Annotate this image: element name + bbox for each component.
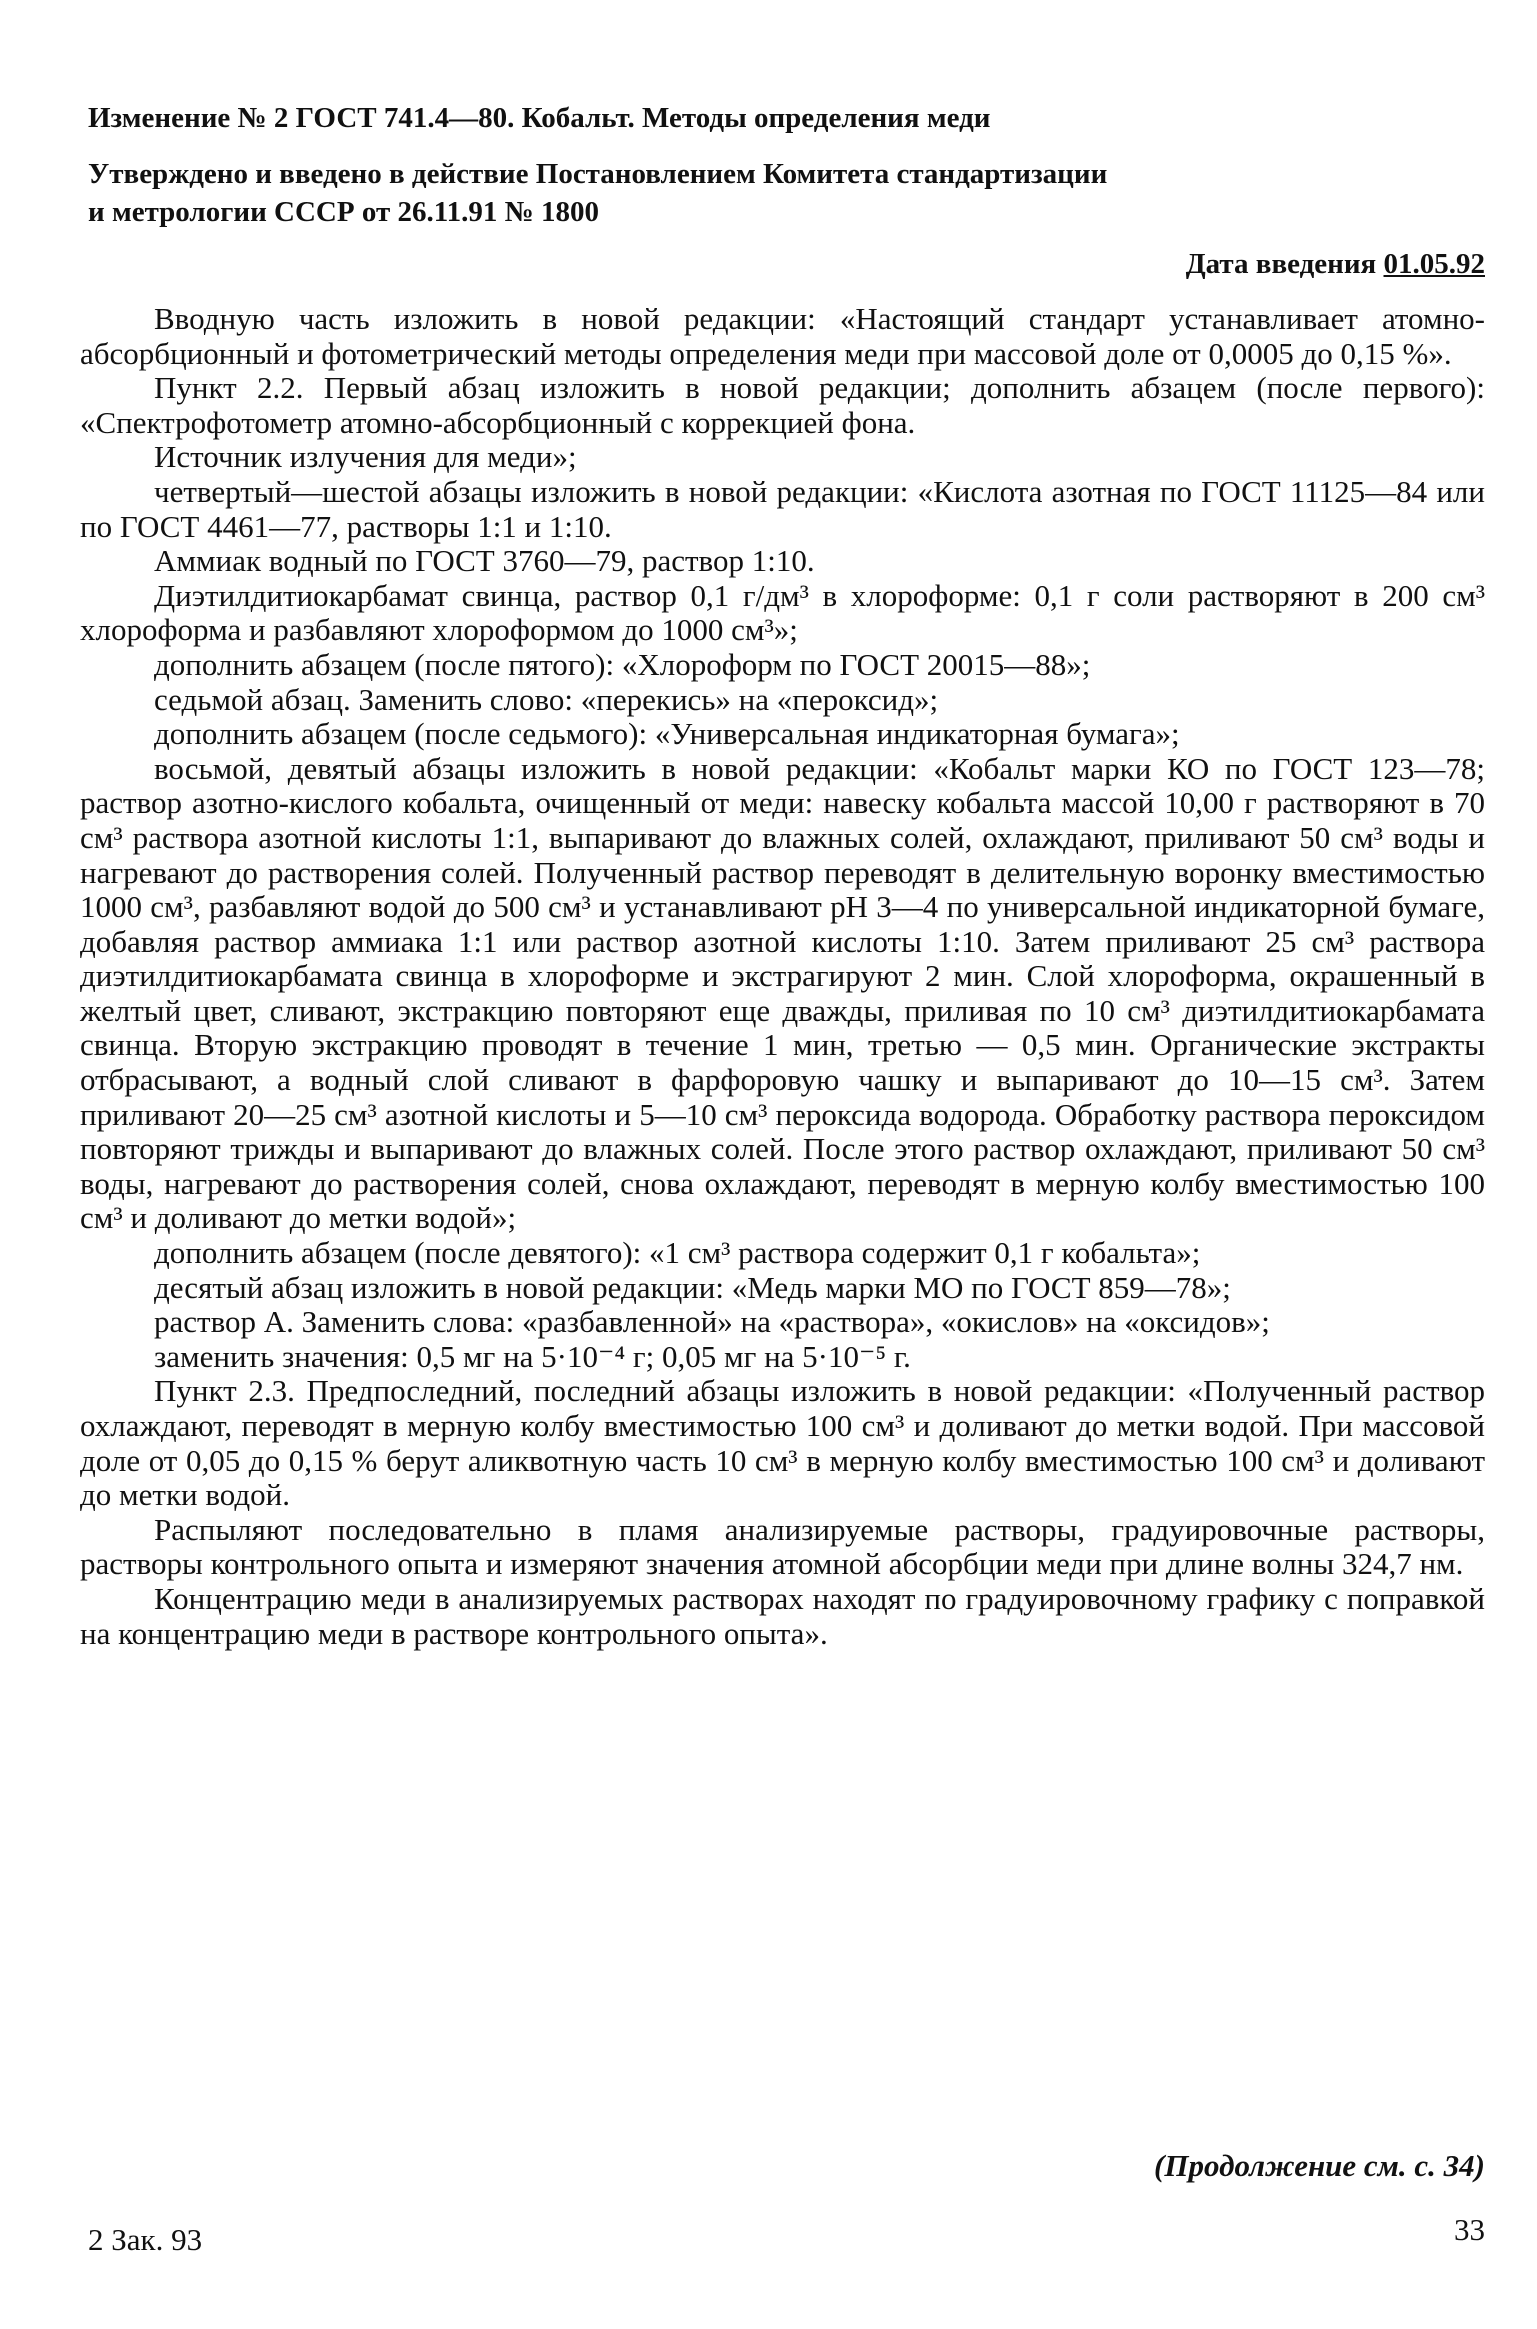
paragraph: дополнить абзацем (после пятого): «Хлороформ по ГОСТ 20015—88»;	[154, 646, 1091, 682]
continuation-note: (Продолжение см. с. 34)	[1154, 2148, 1485, 2183]
approval-line-1: Утверждено и введено в действие Постановлением Комитета стандартизации	[88, 158, 1108, 190]
approval-line-2: и метрологии СССР от 26.11.91 № 1800	[88, 196, 599, 228]
paragraph: Пункт 2.2. Первый абзац изложить в новой редакции; дополнить абзацем (после первого): «Спектрофотометр атомно-абсорбционный с коррекцией фона.	[80, 370, 1485, 440]
page-number: 33	[1454, 2212, 1485, 2247]
paragraph: четвертый—шестой абзацы изложить в новой редакции: «Кислота азотная по ГОСТ 11125—84 или по ГОСТ 4461—77, растворы 1:1 и 1:10.	[80, 473, 1485, 544]
paragraph: восьмой, девятый абзацы изложить в новой редакции: «Кобальт марки КО по ГОСТ 123—78; раствор азотно-кислого кобальта, очищенный от меди: навеску кобальта массой 10,00 г растворяют в 70 см³ раствора азотной кислоты 1:1, выпаривают до влажных солей, охлаждают, приливают 50 см³ воды и нагревают до растворения солей. Полученный раствор переводят в делительную воронку вместимостью 1000 см³, разбавляют водой до 500 см³ и устанавливают рН 3—4 по универсальной индикаторной бумаге, добавляя раствор аммиака 1:1 или раствор азотной кислоты 1:10. Затем приливают 25 см³ раствора диэтилдитиокарбамата свинца в хлороформе и экстрагируют 2 мин. Слой хлороформа, окрашенный в желтый цвет, сливают, экстракцию повторяют еще дважды, приливая по 10 см³ диэтилдитиокарбамата свинца. Вторую экстракцию проводят в течение 1 мин, третью — 0,5 мин. Органические экстракты отбрасывают, а водный слой сливают в фарфоровую чашку и выпаривают до 10—15 см³. Затем приливают 20—25 см³ азотной кислоты и 5—10 см³ пероксида водорода. Обработку раствора пероксидом повторяют трижды и выпаривают до влажных солей. После этого раствор охлаждают, приливают 50 см³ воды, нагревают до растворения солей, снова охлаждают, переводят в мерную колбу вместимостью 100 см³ и доливают до метки водой»;	[80, 750, 1485, 1236]
order-number: 2 Зак. 93	[88, 2222, 203, 2257]
paragraph: Аммиак водный по ГОСТ 3760—79, раствор 1:10.	[154, 543, 815, 579]
paragraph: десятый абзац изложить в новой редакции: «Медь марки МО по ГОСТ 859—78»;	[154, 1269, 1231, 1305]
paragraph: дополнить абзацем (после седьмого): «Универсальная индикаторная бумага»;	[154, 716, 1180, 752]
paragraph: дополнить абзацем (после девятого): «1 см³ раствора содержит 0,1 г кобальта»;	[154, 1235, 1201, 1271]
effective-date-value: 01.05.92	[1383, 248, 1485, 280]
document-body	[80, 302, 1485, 1651]
paragraph: заменить значения: 0,5 мг на 5·10⁻⁴ г; 0,05 мг на 5·10⁻⁵ г.	[154, 1338, 911, 1374]
paragraph: Распыляют последовательно в пламя анализируемые растворы, градуировочные растворы, растворы контрольного опыта и измеряют значения атомной абсорбции меди при длине волны 324,7 нм.	[80, 1511, 1485, 1582]
paragraph: седьмой абзац. Заменить слово: «перекись» на «пероксид»;	[154, 681, 939, 717]
paragraph: Пункт 2.3. Предпоследний, последний абзацы изложить в новой редакции: «Полученный раствор охлаждают, переводят в мерную колбу вместимостью 100 см³ и доливают до метки водой. При массовой доле от 0,05 до 0,15 % берут аликвотную часть 10 см³ в мерную колбу вместимостью 100 см³ и доливают до метки водой.	[80, 1373, 1485, 1513]
paragraph: Вводную часть изложить в новой редакции: «Настоящий стандарт устанавливает атомно-абсорбционный и фотометрический методы определения меди при массовой доле от 0,0005 до 0,15 %».	[80, 301, 1485, 371]
document-title: Изменение № 2 ГОСТ 741.4—80. Кобальт. Методы определения меди	[88, 102, 991, 134]
paragraph: Концентрацию меди в анализируемых растворах находят по градуировочному графику с поправкой на концентрацию меди в растворе контрольного опыта».	[80, 1580, 1485, 1651]
effective-date	[1186, 246, 1485, 282]
paragraph: раствор А. Заменить слова: «разбавленной» на «раствора», «окислов» на «оксидов»;	[154, 1304, 1270, 1340]
paragraph: Источник излучения для меди»;	[154, 439, 577, 475]
paragraph: Диэтилдитиокарбамат свинца, раствор 0,1 г/дм³ в хлороформе: 0,1 г соли растворяют в 200 см³ хлороформа и разбавляют хлороформом до 1000 см³»;	[80, 577, 1485, 648]
effective-date-label: Дата введения	[1185, 248, 1384, 280]
